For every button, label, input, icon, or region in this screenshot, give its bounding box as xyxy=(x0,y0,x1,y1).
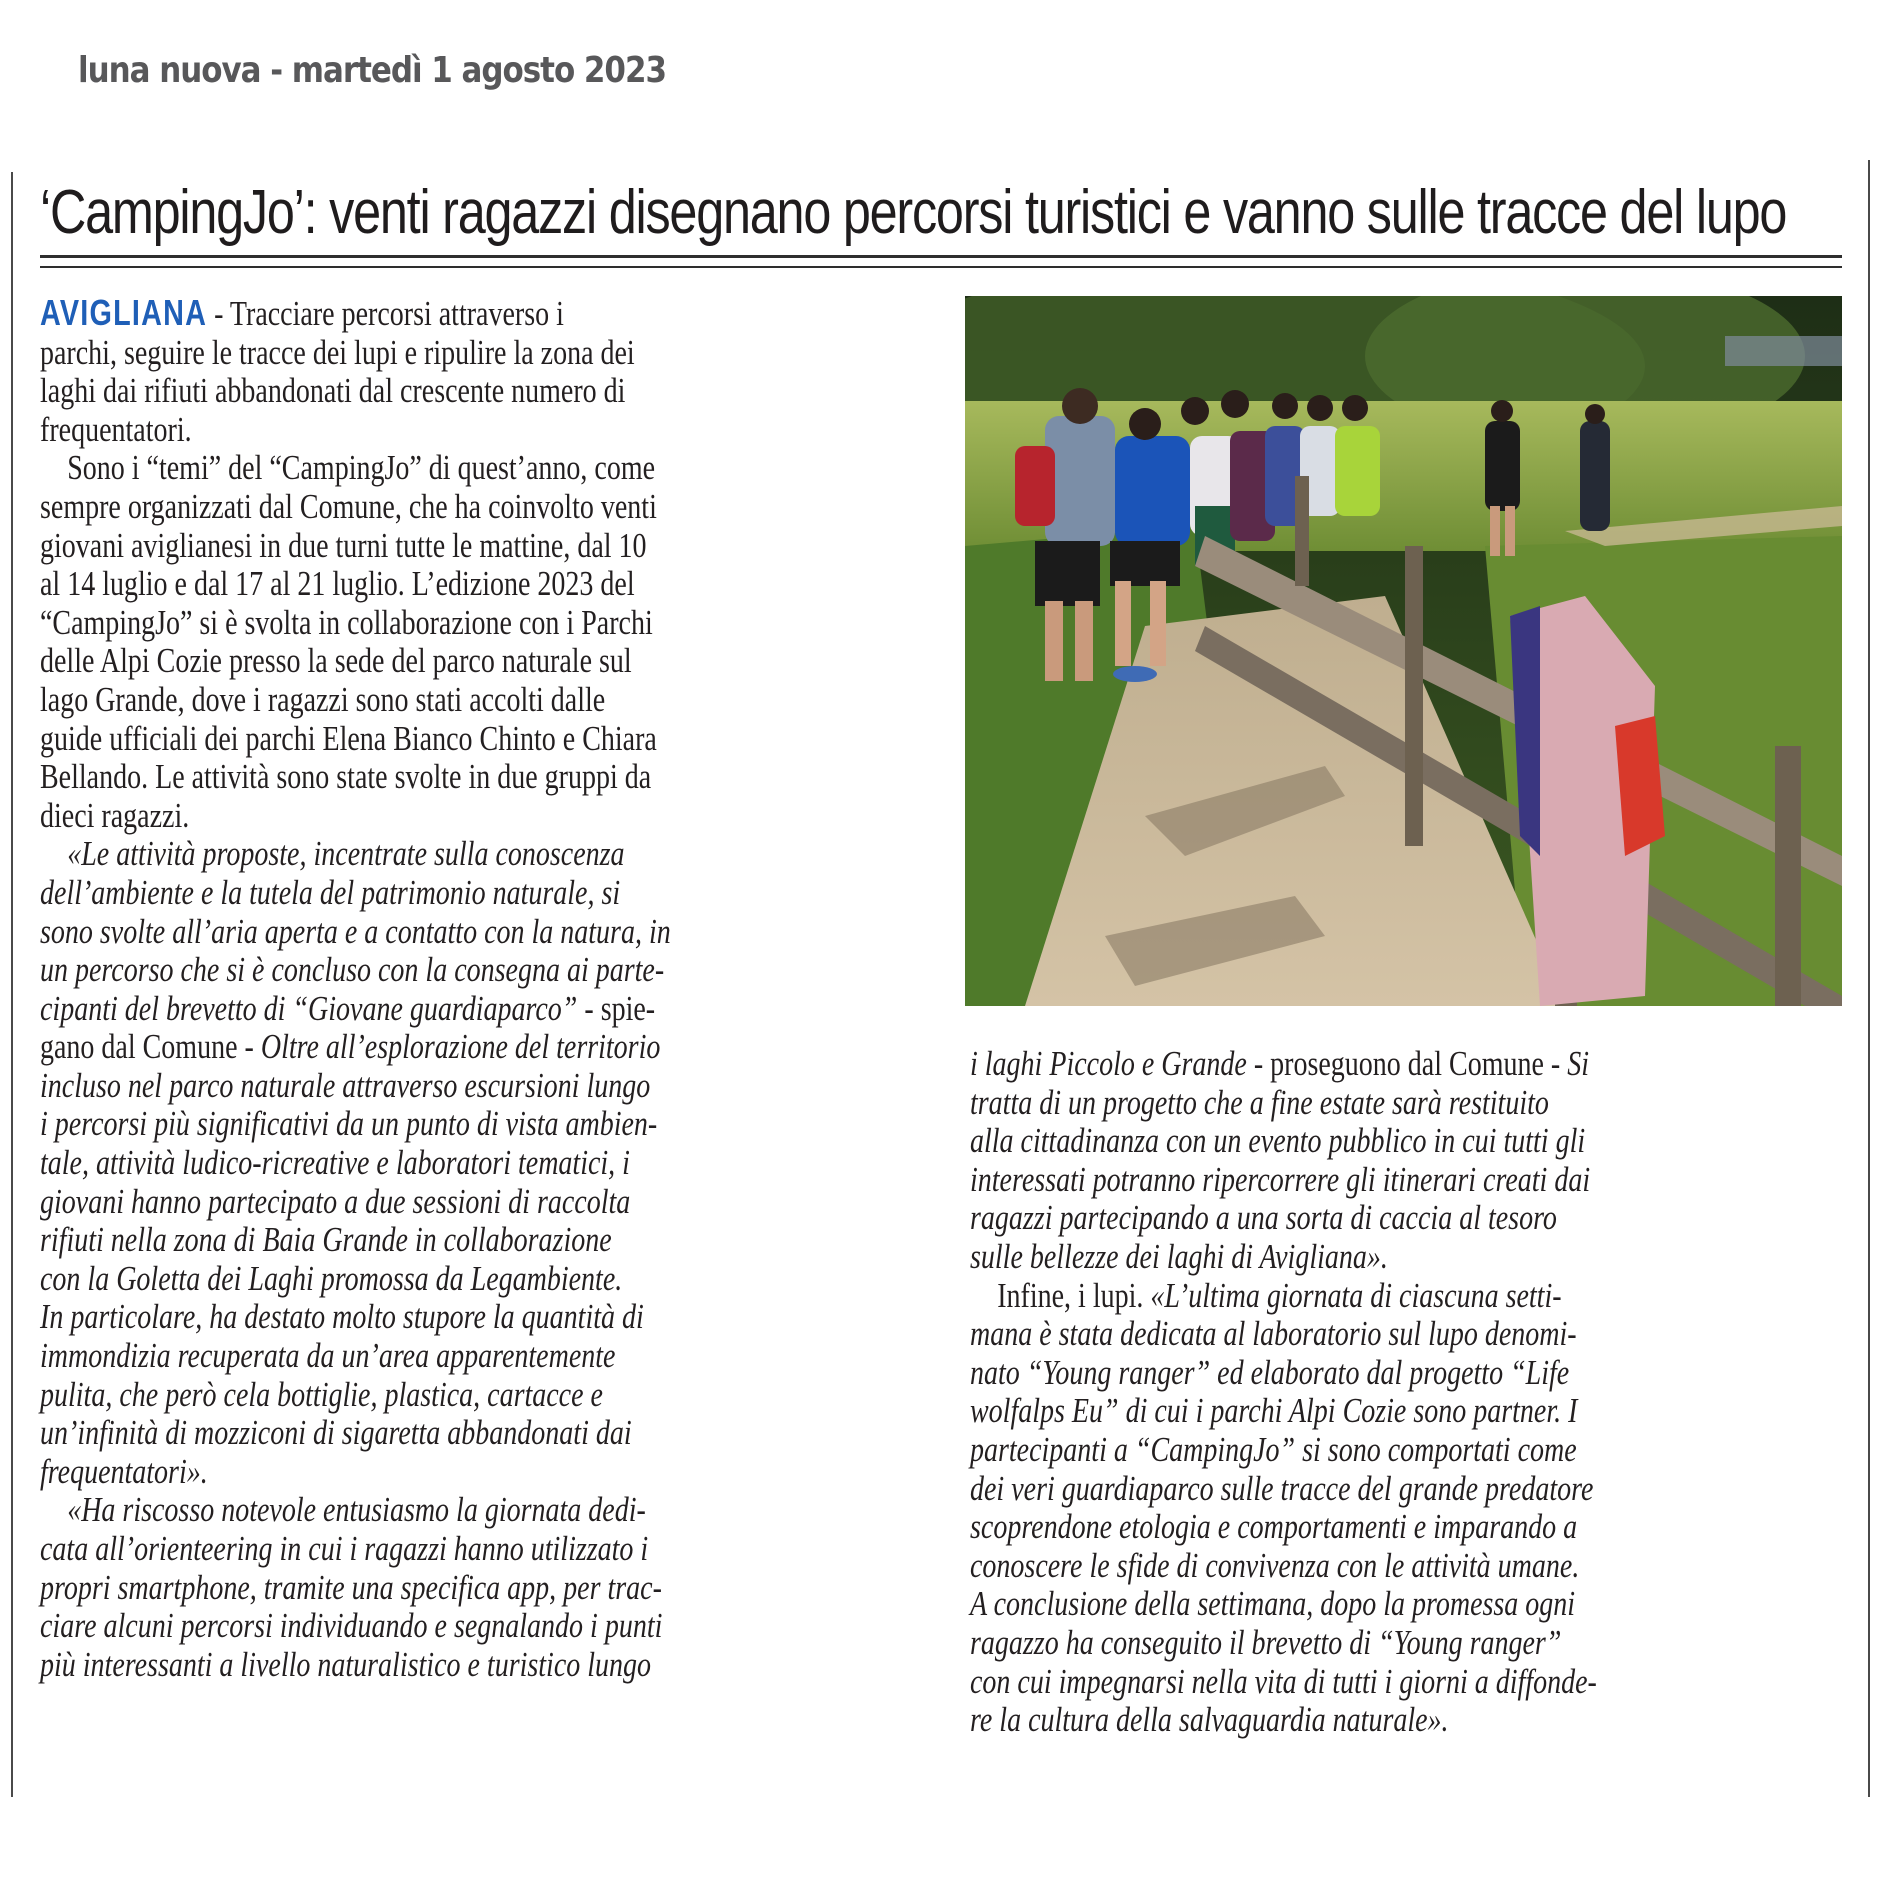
quote-text: «Le attività proposte, incentrate sulla conoscenza xyxy=(67,834,625,874)
quote-text: cipanti del brevetto di “Giovane guardiaparco” xyxy=(40,988,578,1028)
article-text-line xyxy=(970,1084,1674,1123)
quote-text: un percorso che si è concluso con la consegna ai parte- xyxy=(40,950,665,990)
article-text-line xyxy=(970,1508,1674,1547)
article-text-line xyxy=(40,642,744,681)
quote-text: «Ha riscosso notevole entusiasmo la giornata dedi- xyxy=(67,1490,646,1530)
article-text-line xyxy=(40,835,744,874)
article-text-line xyxy=(40,604,744,643)
article-text-line xyxy=(40,1260,744,1299)
masthead-date: luna nuova - martedì 1 agosto 2023 xyxy=(78,50,666,91)
body-text: lago Grande, dove i ragazzi sono stati accolti dalle xyxy=(40,679,606,719)
quote-text: sono svolte all’aria aperta e a contatto con la natura, in xyxy=(40,911,671,951)
quote-text: un’infinità di mozziconi di sigaretta abbandonati dai xyxy=(40,1413,632,1453)
article-text-line xyxy=(970,1315,1674,1354)
article-text-line xyxy=(40,1414,744,1453)
article-text-line xyxy=(40,1028,744,1067)
article-column-right xyxy=(970,1045,1850,1740)
article-text-line xyxy=(40,1530,744,1569)
body-text: al 14 luglio e dal 17 al 21 luglio. L’edizione 2023 del xyxy=(40,564,635,604)
body-text: sempre organizzati dal Comune, che ha coinvolto venti xyxy=(40,486,657,526)
body-text: laghi dai rifiuti abbandonati dal crescente numero di xyxy=(40,371,626,411)
quote-text: In particolare, ha destato molto stupore la quantità di xyxy=(40,1297,644,1337)
article-text-line xyxy=(40,1067,744,1106)
quote-text: giovani hanno partecipato a due sessioni di raccolta xyxy=(40,1181,631,1221)
quote-text: propri smartphone, tramite una specifica app, per trac- xyxy=(40,1567,662,1607)
frame-border-left xyxy=(11,172,13,1797)
body-text: - Tracciare percorsi attraverso i xyxy=(207,294,564,333)
dateline-location: AVIGLIANA xyxy=(40,292,208,333)
quote-text: partecipanti a “CampingJo” si sono comportati come xyxy=(970,1429,1577,1469)
quote-text: con cui impegnarsi nella vita di tutti i giorni a diffonde- xyxy=(970,1661,1597,1701)
article-text-line xyxy=(40,294,744,334)
quote-text: ciare alcuni percorsi individuando e segnalando i punti xyxy=(40,1606,663,1646)
article-text-line xyxy=(40,1298,744,1337)
quote-text: Si xyxy=(1567,1044,1590,1083)
article-text-line xyxy=(970,1161,1674,1200)
quote-text: immondizia recuperata da un’area apparentemente xyxy=(40,1336,616,1376)
quote-text: «L’ultima giornata di ciascuna setti- xyxy=(1150,1275,1562,1315)
article-text-line xyxy=(40,1646,744,1685)
article-text-line xyxy=(970,1624,1674,1663)
article-text-line xyxy=(970,1547,1674,1586)
article-text-line xyxy=(40,720,744,759)
article-text-line xyxy=(970,1238,1674,1277)
body-text: Sono i “temi” del “CampingJo” di quest’anno, come xyxy=(67,448,656,488)
quote-text: scoprendone etologia e comportamenti e imparando a xyxy=(970,1507,1578,1547)
article-text-line xyxy=(970,1470,1674,1509)
quote-text: i laghi Piccolo e Grande xyxy=(970,1044,1247,1083)
body-text: - spie- xyxy=(577,988,656,1028)
body-text: frequentatori. xyxy=(40,409,192,449)
quote-text: dell’ambiente e la tutela del patrimonio naturale, si xyxy=(40,872,621,912)
quote-text: re la cultura della salvaguardia naturale». xyxy=(970,1700,1449,1740)
article-text-line xyxy=(40,990,744,1029)
body-text: giovani aviglianesi in due turni tutte le mattine, dal 10 xyxy=(40,525,647,565)
body-text: - proseguono dal Comune - xyxy=(1246,1044,1568,1083)
article-text-line xyxy=(970,1277,1674,1316)
article-text-line xyxy=(970,1585,1674,1624)
article-text-line xyxy=(970,1199,1674,1238)
article-text-line xyxy=(970,1122,1674,1161)
body-text: delle Alpi Cozie presso la sede del parco naturale sul xyxy=(40,641,632,681)
article-headline: ‘CampingJo’: venti ragazzi disegnano percorsi turistici e vanno sulle tracce del lupo xyxy=(40,178,1787,247)
quote-text: i percorsi più significativi da un punto di vista ambien- xyxy=(40,1104,658,1144)
article-photo xyxy=(965,296,1842,1006)
quote-text: dei veri guardiaparco sulle tracce del grande predatore xyxy=(970,1468,1594,1508)
article-text-line xyxy=(970,1431,1674,1470)
quote-text: conoscere le sfide di convivenza con le attività umane. xyxy=(970,1545,1580,1585)
article-text-line xyxy=(40,951,744,990)
quote-text: A conclusione della settimana, dopo la promessa ogni xyxy=(970,1584,1576,1624)
quote-text: wolfalps Eu” di cui i parchi Alpi Cozie sono partner. I xyxy=(970,1391,1578,1431)
quote-text: ragazzi partecipando a una sorta di caccia al tesoro xyxy=(970,1198,1557,1238)
quote-text: rifiuti nella zona di Baia Grande in collaborazione xyxy=(40,1220,612,1260)
body-text: dieci ragazzi. xyxy=(40,795,190,835)
article-text-line xyxy=(970,1354,1674,1393)
quote-text: pulita, che però cela bottiglie, plastica, cartacce e xyxy=(40,1374,603,1414)
quote-text: tale, attività ludico-ricreative e laboratori tematici, i xyxy=(40,1143,630,1183)
article-text-line xyxy=(40,913,744,952)
article-text-line xyxy=(40,681,744,720)
quote-text: alla cittadinanza con un evento pubblico in cui tutti gli xyxy=(970,1121,1586,1161)
article-text-line xyxy=(40,1183,744,1222)
quote-text: cata all’orienteering in cui i ragazzi hanno utilizzato i xyxy=(40,1529,649,1568)
article-text-line xyxy=(40,1105,744,1144)
article-text-line xyxy=(40,565,744,604)
quote-text: con la Goletta dei Laghi promossa da Legambiente. xyxy=(40,1258,623,1298)
quote-text: incluso nel parco naturale attraverso escursioni lungo xyxy=(40,1065,651,1105)
quote-text: mana è stata dedicata al laboratorio sul lupo denomi- xyxy=(970,1314,1577,1354)
article-text-line xyxy=(40,1453,744,1492)
distant-building xyxy=(1725,336,1842,366)
headline-rule-top xyxy=(40,255,1842,258)
quote-text: ragazzo ha conseguito il brevetto di “Young ranger” xyxy=(970,1622,1562,1662)
article-column-left xyxy=(40,294,920,1684)
body-text: parchi, seguire le tracce dei lupi e ripulire la zona dei xyxy=(40,332,635,372)
body-text: gano dal Comune - xyxy=(40,1027,261,1067)
body-text: “CampingJo” si è svolta in collaborazione con i Parchi xyxy=(40,602,653,642)
article-text-line xyxy=(40,758,744,797)
hikers-on-trail-image xyxy=(965,296,1842,1006)
article-text-line xyxy=(40,1491,744,1530)
body-text: guide ufficiali dei parchi Elena Bianco Chinto e Chiara xyxy=(40,718,657,758)
article-text-line xyxy=(40,527,744,566)
article-text-line xyxy=(40,334,744,373)
article-text-line xyxy=(970,1701,1674,1740)
article-text-line xyxy=(40,488,744,527)
quote-text: interessati potranno ripercorrere gli itinerari creati dai xyxy=(970,1159,1591,1199)
article-text-line xyxy=(40,372,744,411)
article-text-line xyxy=(970,1045,1674,1084)
article-text-line xyxy=(40,1221,744,1260)
body-text: Bellando. Le attività sono state svolte in due gruppi da xyxy=(40,757,652,797)
quote-text: Oltre all’esplorazione del territorio xyxy=(260,1027,661,1067)
article-text-line xyxy=(970,1663,1674,1702)
quote-text: tratta di un progetto che a fine estate sarà restituito xyxy=(970,1082,1549,1122)
headline-rule-bottom xyxy=(40,266,1842,268)
quote-text: frequentatori». xyxy=(40,1451,208,1491)
quote-text: sulle bellezze dei laghi di Avigliana». xyxy=(970,1236,1388,1276)
article-text-line xyxy=(40,874,744,913)
frame-border-right xyxy=(1868,160,1870,1797)
quote-text: nato “Young ranger” ed elaborato dal progetto “Life xyxy=(970,1352,1570,1392)
article-text-line xyxy=(970,1392,1674,1431)
article-text-line xyxy=(40,1337,744,1376)
article-text-line xyxy=(40,449,744,488)
quote-text: più interessanti a livello naturalistico e turistico lungo xyxy=(40,1644,652,1684)
article-text-line xyxy=(40,1144,744,1183)
article-text-line xyxy=(40,411,744,450)
article-text-line xyxy=(40,1607,744,1646)
article-text-line xyxy=(40,1376,744,1415)
body-text: Infine, i lupi. xyxy=(997,1275,1151,1315)
article-text-line xyxy=(40,1569,744,1608)
article-text-line xyxy=(40,797,744,836)
